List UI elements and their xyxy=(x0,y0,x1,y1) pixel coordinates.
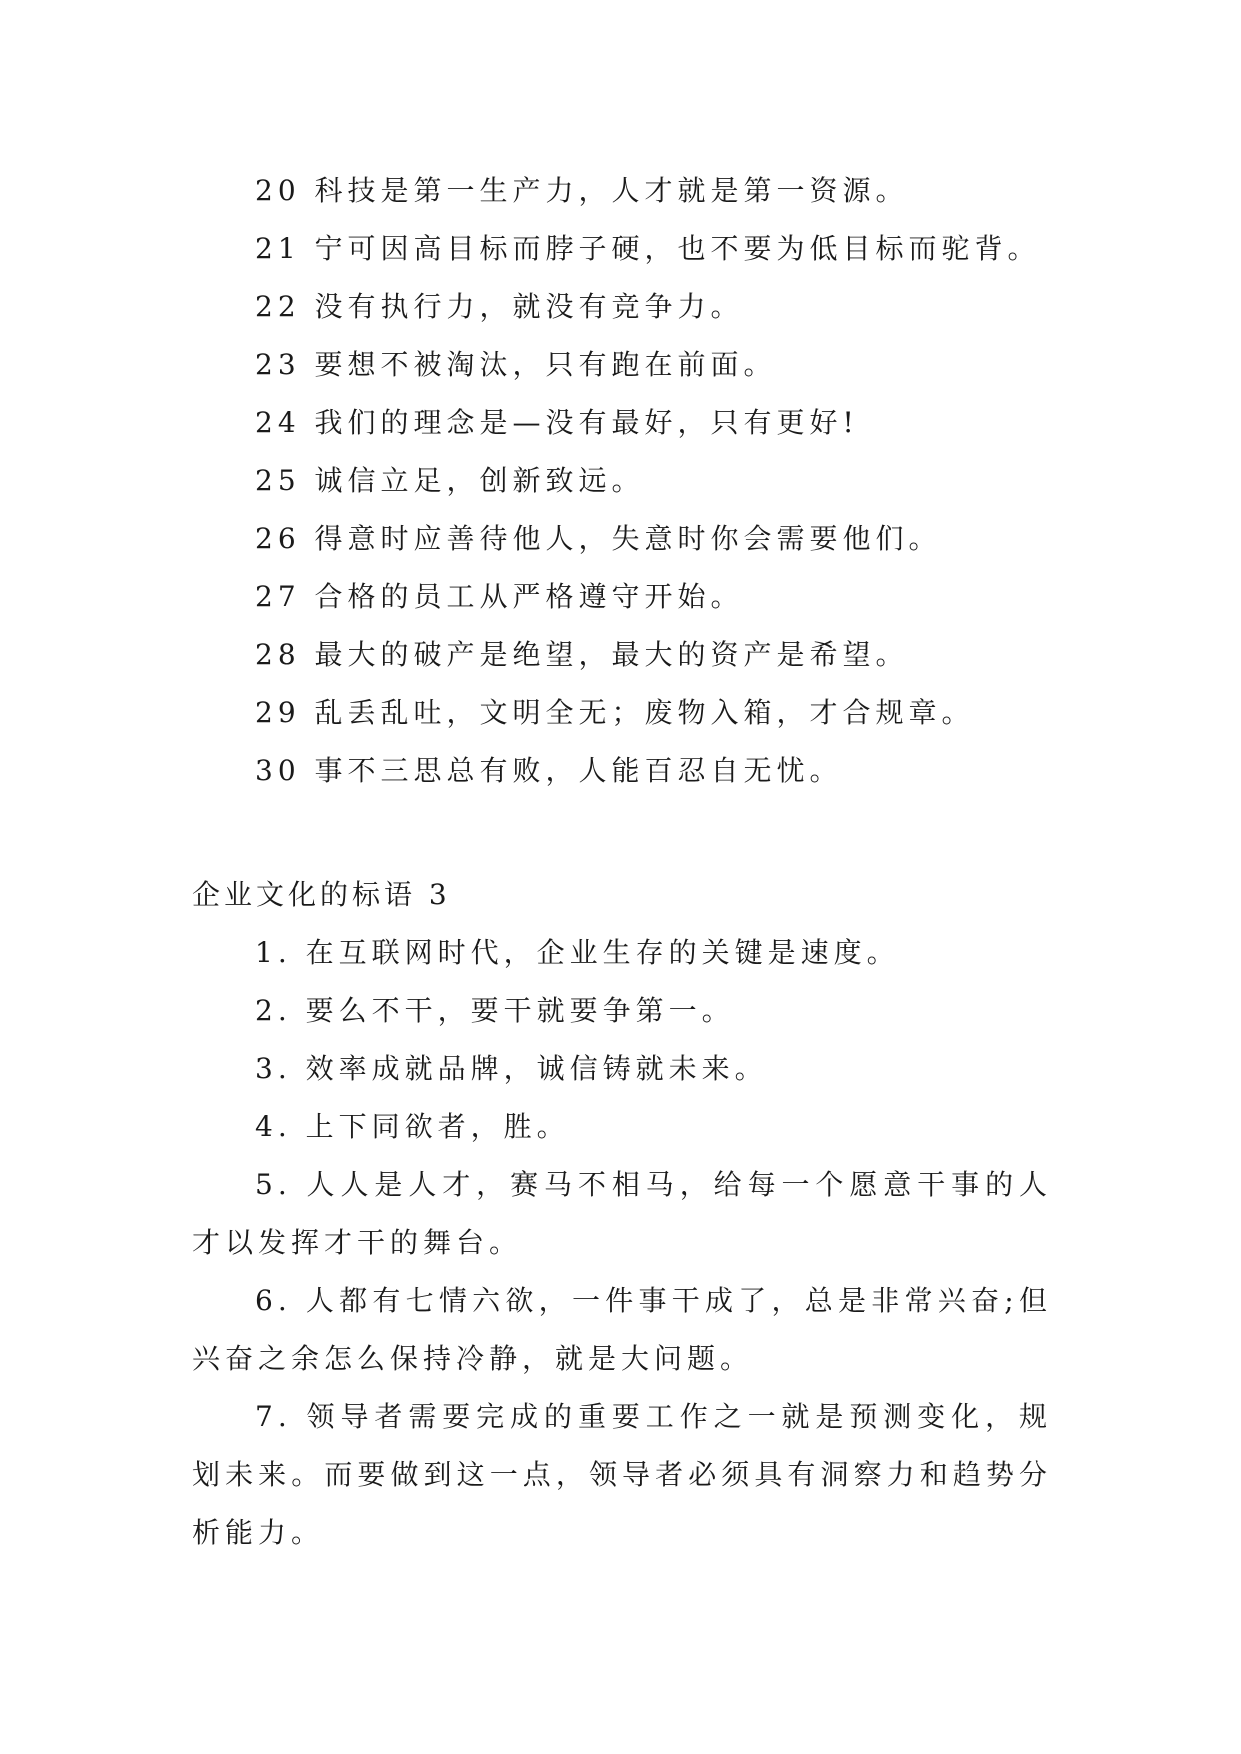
slogan-line: 27 合格的员工从严格遵守开始。 xyxy=(255,580,744,613)
slogan-line: 4. 上下同欲者，胜。 xyxy=(255,1110,570,1143)
slogan-line: 28 最大的破产是绝望，最大的资产是希望。 xyxy=(255,638,909,671)
slogan-line: 1. 在互联网时代，企业生存的关键是速度。 xyxy=(255,936,900,969)
section-spacer xyxy=(192,800,1052,866)
slogan-line: 2. 要么不干，要干就要争第一。 xyxy=(255,994,735,1027)
slogan-line: 23 要想不被淘汰，只有跑在前面。 xyxy=(255,348,777,381)
slogan-line: 22 没有执行力，就没有竞争力。 xyxy=(255,290,744,323)
slogan-line: 25 诚信立足，创新致远。 xyxy=(255,464,645,497)
slogan-paragraph: 5. 人人是人才，赛马不相马，给每一个愿意干事的人才以发挥才干的舞台。 xyxy=(192,1168,1052,1259)
slogan-line: 3. 效率成就品牌，诚信铸就未来。 xyxy=(255,1052,768,1085)
slogan-paragraph: 7. 领导者需要完成的重要工作之一就是预测变化，规划未来。而要做到这一点，领导者必须具有洞察力和趋势分析能力。 xyxy=(192,1400,1052,1549)
document-body xyxy=(192,162,1052,1562)
slogan-line: 29 乱丢乱吐，文明全无；废物入箱，才合规章。 xyxy=(255,696,975,729)
section-heading: 企业文化的标语 3 xyxy=(192,878,451,911)
slogan-line: 30 事不三思总有败，人能百忍自无忧。 xyxy=(255,754,843,787)
slogan-line: 21 宁可因高目标而脖子硬，也不要为低目标而驼背。 xyxy=(255,232,1041,265)
slogan-line: 26 得意时应善待他人，失意时你会需要他们。 xyxy=(255,522,942,555)
slogan-paragraph: 6. 人都有七情六欲，一件事干成了，总是非常兴奋;但兴奋之余怎么保持冷静，就是大问题。 xyxy=(192,1284,1052,1375)
slogan-line: 20 科技是第一生产力，人才就是第一资源。 xyxy=(255,174,909,207)
slogan-line: 24 我们的理念是—没有最好，只有更好! xyxy=(255,406,859,439)
